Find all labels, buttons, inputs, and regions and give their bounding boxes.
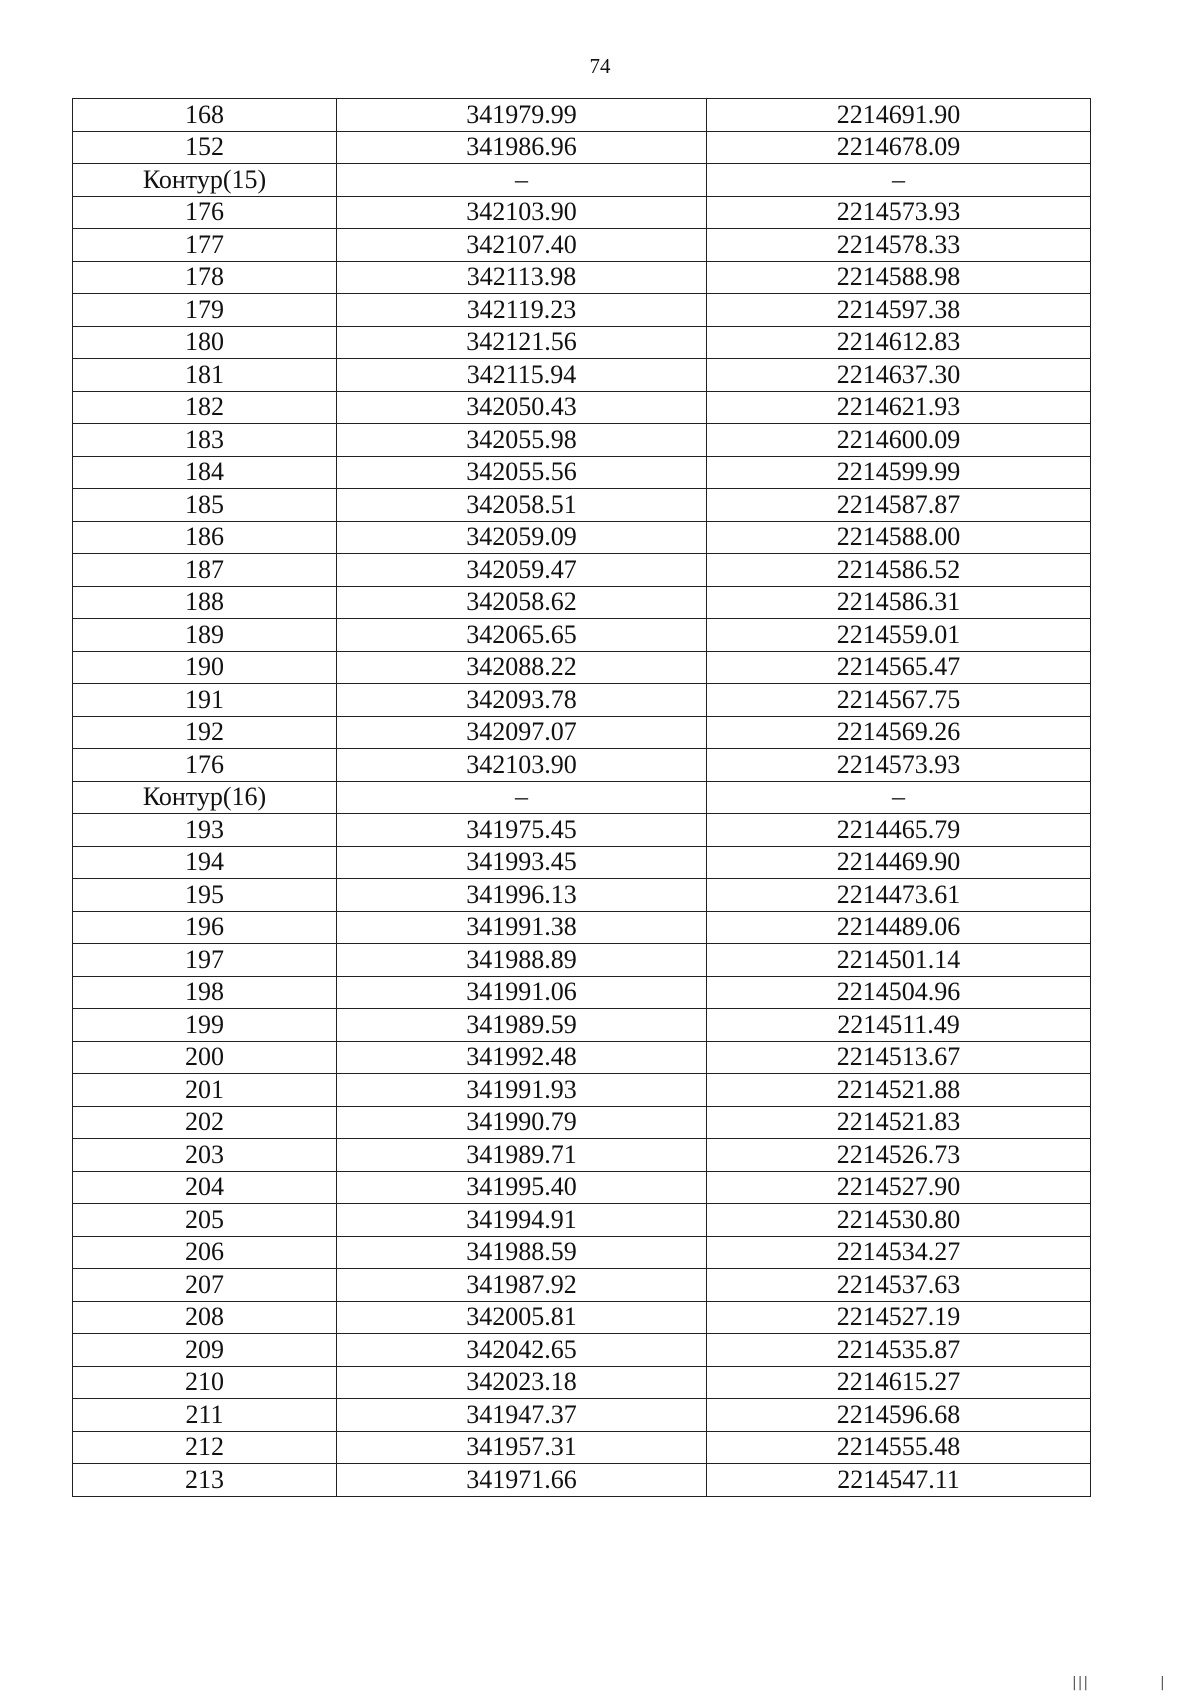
y-coordinate-cell: 2214555.48: [707, 1431, 1091, 1464]
point-number-cell: 198: [73, 976, 337, 1009]
scan-marks: ||| |: [1072, 1675, 1166, 1691]
table-row: [73, 1074, 1091, 1107]
point-number-cell: 191: [73, 684, 337, 717]
point-number-cell: 193: [73, 814, 337, 847]
x-coordinate-cell: 341979.99: [337, 99, 707, 132]
table-row: [73, 1301, 1091, 1334]
table-row: [73, 651, 1091, 684]
y-coordinate-cell: –: [707, 164, 1091, 197]
x-coordinate-cell: 342065.65: [337, 619, 707, 652]
y-coordinate-cell: 2214599.99: [707, 456, 1091, 489]
table-row: [73, 424, 1091, 457]
y-coordinate-cell: 2214513.67: [707, 1041, 1091, 1074]
x-coordinate-cell: 342023.18: [337, 1366, 707, 1399]
y-coordinate-cell: 2214621.93: [707, 391, 1091, 424]
x-coordinate-cell: 342058.62: [337, 586, 707, 619]
point-number-cell: 182: [73, 391, 337, 424]
x-coordinate-cell: 341991.06: [337, 976, 707, 1009]
y-coordinate-cell: 2214615.27: [707, 1366, 1091, 1399]
point-number-cell: 195: [73, 879, 337, 912]
y-coordinate-cell: 2214530.80: [707, 1204, 1091, 1237]
table-row: [73, 1399, 1091, 1432]
y-coordinate-cell: 2214473.61: [707, 879, 1091, 912]
x-coordinate-cell: 342103.90: [337, 749, 707, 782]
table-row: [73, 1106, 1091, 1139]
x-coordinate-cell: 342119.23: [337, 294, 707, 327]
x-coordinate-cell: 342055.98: [337, 424, 707, 457]
point-number-cell: 179: [73, 294, 337, 327]
y-coordinate-cell: 2214537.63: [707, 1269, 1091, 1302]
y-coordinate-cell: 2214596.68: [707, 1399, 1091, 1432]
x-coordinate-cell: 341996.13: [337, 879, 707, 912]
point-number-cell: 205: [73, 1204, 337, 1237]
point-number-cell: 176: [73, 749, 337, 782]
table-row: [73, 1334, 1091, 1367]
point-number-cell: 209: [73, 1334, 337, 1367]
point-number-cell: 183: [73, 424, 337, 457]
table-row: [73, 716, 1091, 749]
table-row: [73, 846, 1091, 879]
point-number-cell: 211: [73, 1399, 337, 1432]
point-number-cell: 178: [73, 261, 337, 294]
point-number-cell: Контур(16): [73, 781, 337, 814]
point-number-cell: Контур(15): [73, 164, 337, 197]
y-coordinate-cell: 2214678.09: [707, 131, 1091, 164]
y-coordinate-cell: 2214573.93: [707, 196, 1091, 229]
y-coordinate-cell: 2214534.27: [707, 1236, 1091, 1269]
x-coordinate-cell: 341991.38: [337, 911, 707, 944]
y-coordinate-cell: 2214521.83: [707, 1106, 1091, 1139]
point-number-cell: 152: [73, 131, 337, 164]
point-number-cell: 176: [73, 196, 337, 229]
y-coordinate-cell: 2214547.11: [707, 1464, 1091, 1497]
table-row: [73, 1041, 1091, 1074]
point-number-cell: 204: [73, 1171, 337, 1204]
y-coordinate-cell: 2214527.19: [707, 1301, 1091, 1334]
y-coordinate-cell: 2214612.83: [707, 326, 1091, 359]
table-row: [73, 1171, 1091, 1204]
point-number-cell: 181: [73, 359, 337, 392]
table-row: [73, 196, 1091, 229]
x-coordinate-cell: 342042.65: [337, 1334, 707, 1367]
x-coordinate-cell: 342088.22: [337, 651, 707, 684]
table-row: [73, 619, 1091, 652]
table-row: [73, 944, 1091, 977]
table-row: [73, 99, 1091, 132]
y-coordinate-cell: 2214573.93: [707, 749, 1091, 782]
y-coordinate-cell: 2214504.96: [707, 976, 1091, 1009]
x-coordinate-cell: 341991.93: [337, 1074, 707, 1107]
y-coordinate-cell: 2214535.87: [707, 1334, 1091, 1367]
point-number-cell: 194: [73, 846, 337, 879]
y-coordinate-cell: 2214691.90: [707, 99, 1091, 132]
point-number-cell: 199: [73, 1009, 337, 1042]
y-coordinate-cell: 2214567.75: [707, 684, 1091, 717]
y-coordinate-cell: 2214588.98: [707, 261, 1091, 294]
point-number-cell: 185: [73, 489, 337, 522]
y-coordinate-cell: 2214586.31: [707, 586, 1091, 619]
x-coordinate-cell: 341947.37: [337, 1399, 707, 1432]
table-row: [73, 1009, 1091, 1042]
table-row: [73, 1139, 1091, 1172]
point-number-cell: 192: [73, 716, 337, 749]
x-coordinate-cell: 341957.31: [337, 1431, 707, 1464]
table-row: [73, 1366, 1091, 1399]
x-coordinate-cell: 341993.45: [337, 846, 707, 879]
x-coordinate-cell: 342107.40: [337, 229, 707, 262]
y-coordinate-cell: 2214489.06: [707, 911, 1091, 944]
table-row: [73, 1269, 1091, 1302]
point-number-cell: 177: [73, 229, 337, 262]
point-number-cell: 188: [73, 586, 337, 619]
y-coordinate-cell: 2214637.30: [707, 359, 1091, 392]
table-row: [73, 814, 1091, 847]
table-row: [73, 456, 1091, 489]
point-number-cell: 210: [73, 1366, 337, 1399]
table-row: [73, 911, 1091, 944]
x-coordinate-cell: 342055.56: [337, 456, 707, 489]
x-coordinate-cell: –: [337, 781, 707, 814]
coordinates-table-body: [73, 99, 1091, 1497]
x-coordinate-cell: –: [337, 164, 707, 197]
x-coordinate-cell: 341988.59: [337, 1236, 707, 1269]
y-coordinate-cell: 2214469.90: [707, 846, 1091, 879]
y-coordinate-cell: 2214588.00: [707, 521, 1091, 554]
table-row: [73, 521, 1091, 554]
y-coordinate-cell: 2214569.26: [707, 716, 1091, 749]
point-number-cell: 196: [73, 911, 337, 944]
contour-header-row: [73, 164, 1091, 197]
point-number-cell: 207: [73, 1269, 337, 1302]
table-row: [73, 294, 1091, 327]
point-number-cell: 212: [73, 1431, 337, 1464]
point-number-cell: 184: [73, 456, 337, 489]
table-row: [73, 326, 1091, 359]
table-row: [73, 261, 1091, 294]
point-number-cell: 197: [73, 944, 337, 977]
point-number-cell: 206: [73, 1236, 337, 1269]
y-coordinate-cell: 2214586.52: [707, 554, 1091, 587]
x-coordinate-cell: 342058.51: [337, 489, 707, 522]
x-coordinate-cell: 342115.94: [337, 359, 707, 392]
x-coordinate-cell: 342121.56: [337, 326, 707, 359]
point-number-cell: 190: [73, 651, 337, 684]
y-coordinate-cell: 2214565.47: [707, 651, 1091, 684]
point-number-cell: 168: [73, 99, 337, 132]
table-row: [73, 1464, 1091, 1497]
x-coordinate-cell: 341989.59: [337, 1009, 707, 1042]
y-coordinate-cell: 2214511.49: [707, 1009, 1091, 1042]
point-number-cell: 189: [73, 619, 337, 652]
table-row: [73, 229, 1091, 262]
table-row: [73, 391, 1091, 424]
y-coordinate-cell: 2214597.38: [707, 294, 1091, 327]
y-coordinate-cell: 2214587.87: [707, 489, 1091, 522]
x-coordinate-cell: 341986.96: [337, 131, 707, 164]
table-row: [73, 976, 1091, 1009]
y-coordinate-cell: 2214521.88: [707, 1074, 1091, 1107]
x-coordinate-cell: 342005.81: [337, 1301, 707, 1334]
y-coordinate-cell: 2214501.14: [707, 944, 1091, 977]
x-coordinate-cell: 341975.45: [337, 814, 707, 847]
x-coordinate-cell: 341994.91: [337, 1204, 707, 1237]
x-coordinate-cell: 342113.98: [337, 261, 707, 294]
table-row: [73, 749, 1091, 782]
x-coordinate-cell: 342059.47: [337, 554, 707, 587]
point-number-cell: 208: [73, 1301, 337, 1334]
table-row: [73, 879, 1091, 912]
x-coordinate-cell: 342097.07: [337, 716, 707, 749]
table-row: [73, 554, 1091, 587]
x-coordinate-cell: 341992.48: [337, 1041, 707, 1074]
x-coordinate-cell: 342059.09: [337, 521, 707, 554]
table-row: [73, 684, 1091, 717]
point-number-cell: 180: [73, 326, 337, 359]
table-row: [73, 489, 1091, 522]
x-coordinate-cell: 342050.43: [337, 391, 707, 424]
point-number-cell: 203: [73, 1139, 337, 1172]
y-coordinate-cell: 2214559.01: [707, 619, 1091, 652]
page-number: 74: [589, 54, 611, 78]
table-row: [73, 1431, 1091, 1464]
x-coordinate-cell: 341990.79: [337, 1106, 707, 1139]
table-row: [73, 131, 1091, 164]
y-coordinate-cell: 2214465.79: [707, 814, 1091, 847]
table-row: [73, 359, 1091, 392]
table-row: [73, 586, 1091, 619]
x-coordinate-cell: 342093.78: [337, 684, 707, 717]
point-number-cell: 187: [73, 554, 337, 587]
x-coordinate-cell: 342103.90: [337, 196, 707, 229]
point-number-cell: 186: [73, 521, 337, 554]
y-coordinate-cell: 2214527.90: [707, 1171, 1091, 1204]
y-coordinate-cell: 2214526.73: [707, 1139, 1091, 1172]
point-number-cell: 213: [73, 1464, 337, 1497]
x-coordinate-cell: 341989.71: [337, 1139, 707, 1172]
x-coordinate-cell: 341988.89: [337, 944, 707, 977]
x-coordinate-cell: 341971.66: [337, 1464, 707, 1497]
table-row: [73, 1236, 1091, 1269]
x-coordinate-cell: 341995.40: [337, 1171, 707, 1204]
coordinates-table: [72, 98, 1091, 1497]
y-coordinate-cell: 2214600.09: [707, 424, 1091, 457]
point-number-cell: 200: [73, 1041, 337, 1074]
point-number-cell: 202: [73, 1106, 337, 1139]
contour-header-row: [73, 781, 1091, 814]
y-coordinate-cell: 2214578.33: [707, 229, 1091, 262]
point-number-cell: 201: [73, 1074, 337, 1107]
y-coordinate-cell: –: [707, 781, 1091, 814]
table-row: [73, 1204, 1091, 1237]
x-coordinate-cell: 341987.92: [337, 1269, 707, 1302]
